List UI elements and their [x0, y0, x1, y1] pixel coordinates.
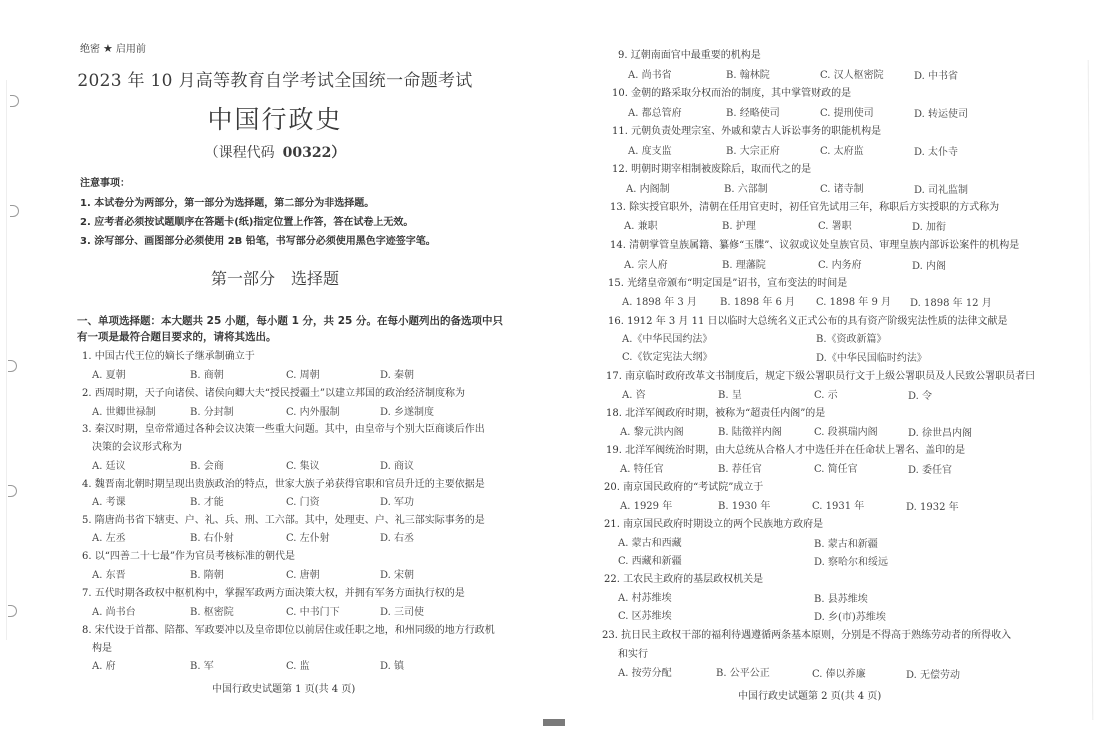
- option: C. 周朝: [286, 370, 320, 381]
- exam-page-1: [0, 0, 550, 730]
- option: C. 集议: [286, 461, 320, 472]
- option: D. 察哈尔和绥远: [814, 557, 889, 568]
- option: B. 翰林院: [726, 70, 770, 81]
- binding-hole-icon: [10, 205, 19, 217]
- option: D. 内阁: [912, 261, 947, 272]
- option: A. 特任官: [620, 464, 664, 475]
- option: B. 护理: [722, 221, 756, 232]
- option: D. 1932 年: [906, 502, 959, 513]
- option: D. 徐世昌内阁: [908, 428, 973, 439]
- option: D. 秦朝: [380, 370, 415, 381]
- question-stem: 7. 五代时期各政权中枢机构中，掌握军政两方面决策大权，并拥有军务方面执行权的是: [82, 588, 465, 599]
- question-stem: 16. 1912 年 3 月 11 日以临时大总统名义正式公布的具有资产阶级宪法性质的法律文献是: [608, 316, 1008, 327]
- option: B. 理藩院: [722, 260, 766, 271]
- option: C. 区苏维埃: [618, 611, 672, 622]
- question-stem: 13. 除实授官职外，清朝在任用官吏时，初任官先试用三年，称职后方实授职的方式称为: [610, 202, 1000, 213]
- option: B. 隋朝: [190, 570, 224, 581]
- question-stem: 15. 光绪皇帝颁布“明定国是”诏书，宣布变法的时间是: [608, 278, 848, 289]
- course-code: （课程代码 00322）: [204, 145, 346, 161]
- option: C. 俸以养廉: [812, 669, 866, 680]
- option: C. 唐朝: [286, 570, 320, 581]
- page-footer: 中国行政史试题第 1 页(共 4 页): [212, 684, 356, 695]
- note-item: 3. 涂写部分、画图部分必须使用 2B 铅笔，书写部分必须使用黑色字迹签字笔。: [80, 236, 436, 247]
- question-stem: 18. 北洋军阀政府时期，被称为“超责任内阁”的是: [606, 408, 826, 419]
- option: B. 蒙古和新疆: [814, 539, 878, 550]
- option: A. 1898 年 3 月: [622, 297, 697, 308]
- option: B. 军: [190, 661, 214, 672]
- question-stem: 4. 魏晋南北朝时期呈现出贵族政治的特点，世家大族子弟获得官职和官员升迁的主要依据是: [82, 479, 485, 490]
- option: A.《中华民国约法》: [622, 334, 713, 345]
- option: A. 都总管府: [628, 108, 682, 119]
- option: B. 枢密院: [190, 607, 234, 618]
- option: C. 简任官: [814, 464, 858, 475]
- option: A. 考课: [92, 497, 126, 508]
- option: A. 世卿世禄制: [92, 407, 156, 418]
- option: D. 军功: [380, 497, 415, 508]
- binding-hole-icon: [8, 605, 17, 617]
- question-stem: 1. 中国古代王位的嫡长子继承制确立于: [82, 351, 255, 362]
- binding-hole-icon: [8, 485, 17, 497]
- page-divider-mark: [543, 719, 565, 726]
- question-stem: 3. 秦汉时期，皇帝常通过各种会议决策一些重大问题。其中，由皇帝与个别大臣商谈后作出: [82, 424, 485, 435]
- option: C. 诸寺制: [820, 184, 864, 195]
- option: B.《资政新篇》: [816, 334, 887, 345]
- option: D. 商议: [380, 461, 415, 472]
- option: D. 转运使司: [914, 109, 969, 120]
- option: D. 无偿劳动: [906, 670, 961, 681]
- question-stem: 8. 宋代设于首都、陪都、军政要冲以及皇帝即位以前居住或任职之地，和州同级的地方行政机: [82, 625, 495, 636]
- option: A. 左丞: [92, 533, 126, 544]
- option: C.《钦定宪法大纲》: [622, 352, 713, 363]
- subject-title: 中国行政史: [207, 105, 343, 134]
- option: C. 提刑使司: [820, 108, 874, 119]
- option: D. 乡遂制度: [380, 407, 435, 418]
- option: D. 乡(市)苏维埃: [814, 612, 886, 623]
- exam-title: 2023 年 10 月高等教育自学考试全国统一命题考试: [77, 71, 473, 91]
- option: C. 西藏和新疆: [618, 556, 682, 567]
- option: D. 三司使: [380, 607, 425, 618]
- option: C. 示: [814, 390, 838, 401]
- question-stem: 5. 隋唐尚书省下辖吏、户、礼、兵、刑、工六部。其中，处理吏、户、礼三部实际事务的是: [82, 515, 485, 526]
- option: C. 中书门下: [286, 607, 340, 618]
- question-stem: 9. 辽朝南面官中最重要的机构是: [618, 50, 761, 61]
- exam-page-2: [550, 0, 1105, 730]
- page-footer: 中国行政史试题第 2 页(共 4 页): [738, 691, 882, 702]
- option: B. 公平公正: [716, 668, 770, 679]
- option: B. 1930 年: [718, 501, 771, 512]
- option: A. 兼职: [624, 221, 658, 232]
- option: B. 县苏维埃: [814, 594, 868, 605]
- option: A. 内阁制: [626, 184, 670, 195]
- option: C. 太府监: [820, 146, 864, 157]
- question-stem: 14. 清朝掌管皇族属籍、纂修“玉牒”、议叙或议处皇族官员、审理皇族内部诉讼案件的机构是: [610, 240, 1020, 251]
- option: A. 府: [92, 661, 116, 672]
- question-stem: 12. 明朝时期宰相制被废除后，取而代之的是: [612, 164, 812, 175]
- question-stem-continued: 决策的会议形式称为: [92, 442, 182, 453]
- confidential-label: 绝密 ★ 启用前: [80, 42, 146, 55]
- option: C. 1898 年 9 月: [816, 297, 891, 308]
- notes-heading: 注意事项：: [80, 178, 130, 189]
- question-stem: 20. 南京国民政府的“考试院”成立于: [604, 482, 764, 493]
- option: C. 段祺瑞内阁: [814, 427, 878, 438]
- binding-hole-icon: [8, 360, 17, 372]
- option: C. 左仆射: [286, 533, 330, 544]
- option: D. 令: [908, 391, 933, 402]
- question-stem-continued: 构是: [92, 643, 112, 654]
- question-stem: 19. 北洋军阀统治时期，由大总统从合格人才中选任并在任命状上署名、盖印的是: [606, 445, 966, 456]
- option: A. 咨: [622, 390, 646, 401]
- note-item: 2. 应考者必须按试题顺序在答题卡(纸)指定位置上作答，答在试卷上无效。: [80, 217, 414, 228]
- option: B. 才能: [190, 497, 224, 508]
- option: B. 会商: [190, 461, 224, 472]
- option: A. 村苏维埃: [618, 593, 672, 604]
- option: D. 加衔: [912, 222, 947, 233]
- option: B. 荐任官: [718, 464, 762, 475]
- page-edge-line: [6, 80, 7, 640]
- part-one-title: 第一部分 选择题: [210, 269, 340, 288]
- option: B. 大宗正府: [726, 146, 780, 157]
- question-stem: 21. 南京国民政府时期设立的两个民族地方政府是: [604, 519, 824, 530]
- option: D. 1898 年 12 月: [910, 298, 992, 309]
- option: D. 右丞: [380, 533, 415, 544]
- option: D. 宋朝: [380, 570, 415, 581]
- option: B. 六部制: [724, 184, 768, 195]
- option: A. 蒙古和西藏: [618, 538, 682, 549]
- option: D. 镇: [380, 661, 405, 672]
- note-item: 1. 本试卷分为两部分，第一部分为选择题，第二部分为非选择题。: [80, 198, 375, 209]
- option: A. 1929 年: [620, 501, 673, 512]
- option: C. 1931 年: [812, 501, 865, 512]
- question-stem: 22. 工农民主政府的基层政权机关是: [604, 574, 764, 585]
- option: A. 夏朝: [92, 370, 126, 381]
- option: C. 门资: [286, 497, 320, 508]
- option: B. 右仆射: [190, 533, 234, 544]
- option: D. 太仆寺: [914, 147, 959, 158]
- option: A. 廷议: [92, 461, 126, 472]
- option: D. 委任官: [908, 465, 953, 476]
- question-stem-continued: 和实行: [618, 649, 648, 660]
- question-stem: 2. 西周时期，天子向诸侯、诸侯向卿大夫“授民授疆土”以建立邦国的政治经济制度称为: [82, 388, 465, 399]
- option: C. 署职: [818, 221, 852, 232]
- option: C. 监: [286, 661, 310, 672]
- option: B. 陆徵祥内阁: [718, 427, 782, 438]
- option: A. 按劳分配: [618, 668, 672, 679]
- option: B. 商朝: [190, 370, 224, 381]
- option: A. 尚书省: [628, 70, 672, 81]
- star-icon: ★: [103, 42, 113, 55]
- option: A. 尚书台: [92, 607, 136, 618]
- option: A. 宗人府: [624, 260, 668, 271]
- option: A. 东晋: [92, 570, 126, 581]
- option: A. 黎元洪内阁: [620, 427, 684, 438]
- question-stem: 6. 以“四善二十七最”作为官员考核标准的朝代是: [82, 551, 295, 562]
- option: B. 分封制: [190, 407, 234, 418]
- option: D.《中华民国临时约法》: [816, 353, 927, 364]
- question-stem: 23. 抗日民主政权干部的福利待遇遵循两条基本原则，分别是不得高于熟练劳动者的所得收入: [602, 630, 1012, 641]
- option: C. 内外服制: [286, 407, 340, 418]
- option: B. 经略使司: [726, 108, 780, 119]
- option: B. 呈: [718, 390, 742, 401]
- option: D. 中书省: [914, 71, 959, 82]
- option: C. 汉人枢密院: [820, 70, 884, 81]
- option: C. 内务府: [818, 260, 862, 271]
- question-stem: 17. 南京临时政府改革文书制度后，规定下级公署职员行文于上级公署职员及人民致公署职员者曰: [606, 371, 1036, 382]
- question-stem: 11. 元朝负责处理宗室、外戚和蒙古人诉讼事务的职能机构是: [612, 126, 882, 137]
- option: A. 度支监: [628, 146, 672, 157]
- option: D. 司礼监制: [914, 185, 969, 196]
- option: B. 1898 年 6 月: [720, 297, 796, 308]
- question-stem: 10. 金朝的路采取分权而治的制度，其中掌管财政的是: [612, 88, 852, 99]
- section-instructions: 一、单项选择题：本大题共 25 小题，每小题 1 分，共 25 分。在每小题列出的备选项中只有一项是最符合题目要求的，请将其选出。: [77, 315, 503, 343]
